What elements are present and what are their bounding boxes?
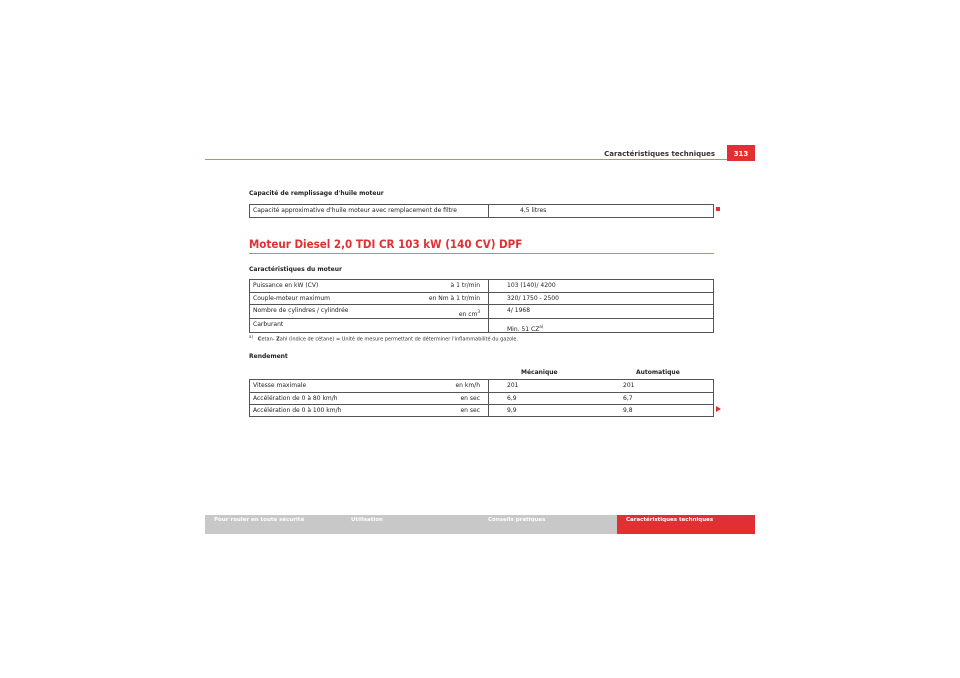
spec-label: Puissance en kW (CV) <box>253 282 319 289</box>
perf-unit: en km/h <box>455 382 480 389</box>
perf-auto: 6,7 <box>623 395 633 402</box>
perf-label: Vitesse maximale <box>253 382 307 389</box>
col-header-manual: Mécanique <box>521 369 558 376</box>
perf-divider <box>488 393 489 404</box>
oil-table <box>249 204 714 218</box>
perf-divider <box>488 380 489 392</box>
spec-value: 103 (140)/ 4200 <box>507 282 556 289</box>
footnote-c: C <box>257 336 262 343</box>
spec-unit: à 1 tr/min <box>450 282 480 289</box>
perf-auto: 9,8 <box>623 407 633 414</box>
footnote-text2: ahl (indice de cétane) = Unité de mesure permettant de déterminer l'inflammabilité du gazole. <box>279 336 519 343</box>
oil-label: Capacité approximative d'huile moteur avec remplacement de filtre <box>253 207 457 214</box>
table-row <box>250 404 713 416</box>
footnote-z: Z <box>276 336 280 343</box>
footer-tab-specs[interactable]: Caractéristiques techniques <box>617 515 755 534</box>
spec-divider <box>488 305 489 318</box>
table-row <box>250 304 713 318</box>
perf-label: Accélération de 0 à 80 km/h <box>253 395 338 402</box>
table-row <box>250 280 713 292</box>
perf-manual: 201 <box>507 382 519 389</box>
oil-row <box>250 205 713 217</box>
footer-tab-tips[interactable]: Conseils pratiques <box>479 515 617 534</box>
spec-divider <box>488 319 489 332</box>
perf-label: Accélération de 0 à 100 km/h <box>253 407 342 414</box>
spec-value <box>507 324 543 333</box>
footnote <box>249 334 518 343</box>
continue-arrow-icon <box>716 406 721 412</box>
spec-divider <box>488 280 489 292</box>
spec-value-text: Min. 51 CZ <box>507 326 540 333</box>
oil-value: 4,5 litres <box>520 207 547 214</box>
perf-auto: 201 <box>623 382 635 389</box>
col-header-auto: Automatique <box>636 369 680 376</box>
perf-manual: 9,9 <box>507 407 517 414</box>
page-header-title: Caractéristiques techniques <box>604 150 715 158</box>
spec-value: 4/ 1968 <box>507 307 531 314</box>
spec-unit-sup: 3 <box>477 309 480 314</box>
spec-value: 320/ 1750 - 2500 <box>507 295 559 302</box>
oil-divider <box>488 205 489 217</box>
performance-table <box>249 379 714 417</box>
performance-section-title: Rendement <box>249 353 288 360</box>
perf-divider <box>488 405 489 416</box>
footnote-text1: etan- <box>261 336 277 343</box>
footer-tab-usage[interactable]: Utilisation <box>342 515 479 534</box>
specs-section-title: Caractéristiques du moteur <box>249 266 342 273</box>
perf-unit: en sec <box>460 395 480 402</box>
engine-title-rule <box>249 253 714 254</box>
table-row <box>250 392 713 404</box>
table-row <box>250 318 713 332</box>
spec-unit <box>459 309 480 318</box>
footnote-ref: a) <box>539 324 544 329</box>
oil-section-title: Capacité de remplissage d'huile moteur <box>249 190 384 197</box>
header-rule <box>205 159 727 160</box>
spec-label: Carburant <box>253 321 284 328</box>
perf-manual: 6,9 <box>507 395 517 402</box>
spec-divider <box>488 293 489 304</box>
spec-label: Nombre de cylindres / cylindrée <box>253 307 349 314</box>
page-number: 313 <box>727 145 755 161</box>
section-end-marker <box>716 207 720 211</box>
footnote-marker: a) <box>249 334 254 339</box>
table-row <box>250 380 713 392</box>
table-row <box>250 292 713 304</box>
specs-table <box>249 279 714 333</box>
footer-tab-safety[interactable]: Pour rouler en toute sécurité <box>205 515 342 534</box>
engine-title: Moteur Diesel 2,0 TDI CR 103 kW (140 CV) DPF <box>249 237 523 251</box>
spec-label: Couple-moteur maximum <box>253 295 330 302</box>
spec-unit: en Nm à 1 tr/min <box>428 295 480 302</box>
spec-unit-text: en cm <box>458 311 478 318</box>
perf-unit: en sec <box>460 407 480 414</box>
